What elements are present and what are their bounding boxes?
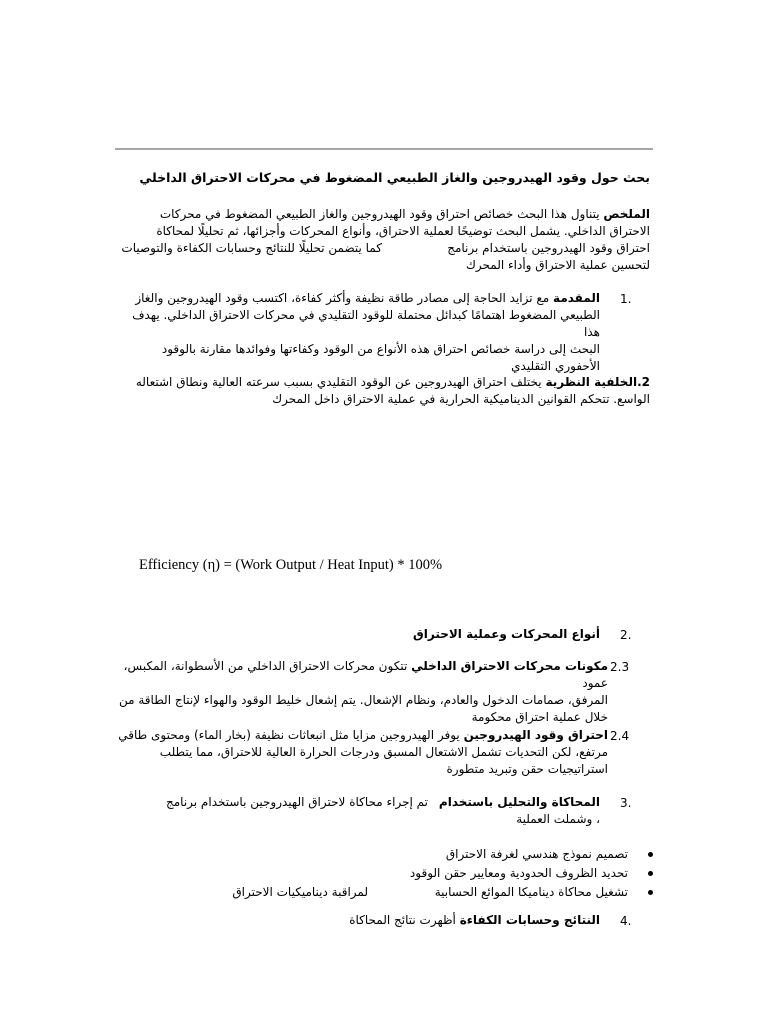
- section-4: النتائج وحسابات الكفاءة أظهرت نتائج المحاكاة: [349, 913, 600, 927]
- abstract-line-2: الاحتراق الداخلي. يشمل البحث توضيحًا لعملية الاحتراق، وأنواع المحركات وأجزائها، ثم تحليلًا لمحاكاة: [156, 224, 650, 238]
- abstract-line-1: الملخص يتناول هذا البحث خصائص احتراق وقود الهيدروجين والغاز الطبيعي المضغوط في محركات: [159, 207, 650, 221]
- bullet-icon: [648, 852, 653, 857]
- section-4-label: النتائج وحسابات الكفاءة: [459, 913, 600, 927]
- section-3-number: 3.: [620, 796, 632, 810]
- section-2-3-number: 2.3: [610, 660, 630, 674]
- abstract-line-3: احتراق وقود الهيدروجين باستخدام برنامج كما يتضمن تحليلًا للنتائج وحسابات الكفاءة والتوصيات: [121, 241, 650, 255]
- section-3-text: تم إجراء محاكاة لاحتراق الهيدروجين باستخدام برنامج: [165, 795, 428, 809]
- section-2-number: 2.: [637, 375, 650, 389]
- abstract-line-4: لتحسين عملية الاحتراق وأداء المحرك: [466, 258, 650, 272]
- list-item: تحديد الظروف الحدودية ومعايير حقن الوقود: [148, 864, 628, 883]
- abstract-label: الملخص: [603, 207, 650, 221]
- section-3-label: المحاكاة والتحليل باستخدام: [438, 795, 600, 809]
- section-1-label: المقدمة: [553, 291, 600, 305]
- document-title: بحث حول وقود الهيدروجين والغاز الطبيعي المضغوط في محركات الاحتراق الداخلي: [139, 170, 650, 185]
- section-4-number: 4.: [620, 914, 632, 928]
- abstract: [90, 206, 650, 274]
- list-item: تصميم نموذج هندسي لغرفة الاحتراق: [148, 845, 628, 864]
- section-2b-label: أنواع المحركات وعملية الاحتراق: [413, 627, 600, 641]
- section-2: 2.الخلفية النظرية يختلف احتراق الهيدروجين عن الوقود التقليدي بسبب سرعته العالية ونطاق اشتعاله الواسع. تتحكم القوانين الديناميكية الحرارية في عملية الاحتراق داخل المحرك: [135, 375, 650, 406]
- section-1-number: 1.: [620, 292, 632, 306]
- bullet-icon: [648, 890, 653, 895]
- section-2-4-label: احتراق وقود الهيدروجين: [463, 728, 608, 742]
- bullet-icon: [648, 871, 653, 876]
- horizontal-rule: [115, 148, 653, 150]
- list-item: تشغيل محاكاة ديناميكا الموائع الحسابية لمراقبة ديناميكيات الاحتراق: [148, 883, 628, 902]
- section-2-label: الخلفية النظرية: [545, 375, 638, 389]
- section-2-4: احتراق وقود الهيدروجين يوفر الهيدروجين مزايا مثل انبعاثات نظيفة (بخار الماء) ومحتوى طاقي مرتفع، لكن التحديات تشمل الاشتعال المسبق ودرجات الحرارة العالية للاحتراق، مما يتطلب استراتيجيات حقن وتبريد متطورة: [118, 728, 608, 776]
- section-2-4-number: 2.4: [610, 729, 630, 743]
- section-2b-number: 2.: [620, 628, 632, 642]
- section-1: المقدمة مع تزايد الحاجة إلى مصادر طاقة نظيفة وأكثر كفاءة، اكتسب وقود الهيدروجين والغاز الطبيعي المضغوط اهتمامًا كبدائل محتملة للوقود التقليدي في محركات الاحتراق الداخلي. يهدف هذا البحث إلى دراسة خصائص احتراق هذه الأنواع من الوقود وكفاءتها وفوائدها مقارنة بالوقود الأحفوري التقليدي: [132, 291, 600, 373]
- efficiency-equation: Efficiency (η) = (Work Output / Heat Input) * 100%: [139, 557, 443, 573]
- section-2-3: مكونات محركات الاحتراق الداخلي تتكون محركات الاحتراق الداخلي من الأسطوانة، المكبس، عمود المرفق، صمامات الدخول والعادم، ونظام الإشعال. يتم إشعال خليط الوقود والهواء لإنتاج الطاقة من خلال عملية احتراق محكومة: [119, 659, 608, 724]
- section-2-3-label: مكونات محركات الاحتراق الداخلي: [411, 659, 608, 673]
- bullet-list: [148, 845, 628, 902]
- section-3-text-2: ، وشملت العملية: [516, 812, 600, 826]
